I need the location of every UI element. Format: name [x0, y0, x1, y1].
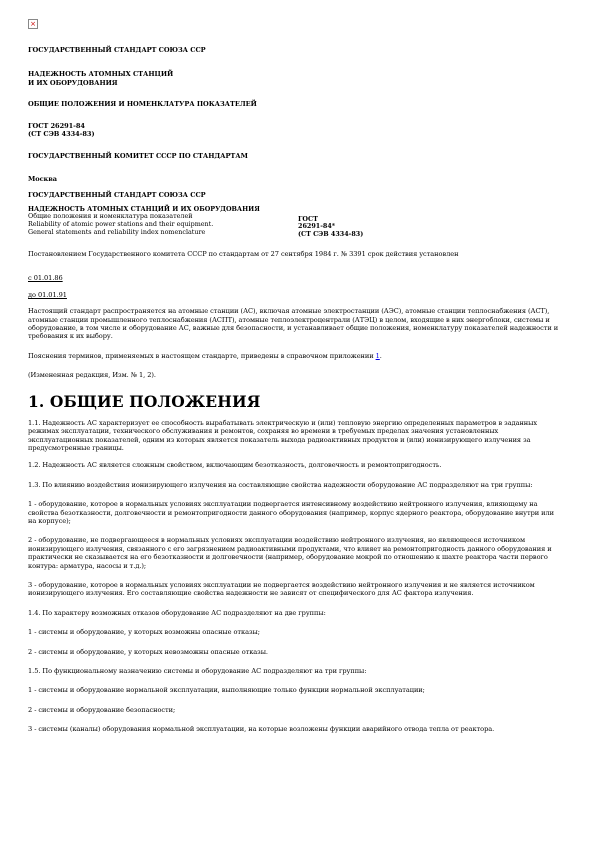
title-block-left	[28, 206, 298, 239]
paragraph-1-5: 1.5. По функциональному назначению системы и оборудование АС подразделяют на три группы:	[28, 667, 367, 676]
paragraph-1-1: 1.1. Надежность АС характеризует ее способность вырабатывать электрическую и (или) тепловую энергию определенных параметров в заданных режимах эксплуатации, технического обслуживания и ремонтов, сохраняя во времени в требуемых пределах значения установленных эксплуатационных показателей, одним из которых является показатель выхода радиоактивных продуктов и (или) ионизирующего излучения за предусмотренные границы.	[28, 418, 538, 452]
header-st-sev: (СТ СЭВ 4334-83)	[28, 130, 95, 139]
header-reliability-title	[28, 70, 560, 87]
header-general-provisions: ОБЩИЕ ПОЛОЖЕНИЯ И НОМЕНКЛАТУРА ПОКАЗАТЕЛЕЙ	[28, 100, 257, 109]
paragraph-1-5-group-1: 1 - системы и оборудование нормальной эксплуатации, выполняющие только функции нормальной эксплуатации;	[28, 686, 425, 695]
paragraph-1-5-group-3: 3 - системы (каналы) оборудования нормальной эксплуатации, на которые возложены функции аварийного отвода тепла от реактора.	[28, 725, 495, 734]
appendix-1-link[interactable]: 1	[375, 351, 380, 360]
title-block-gost-number: 26291-84*	[298, 222, 336, 231]
paragraph-1-4-group-2: 2 - системы и оборудование, у которых невозможны опасные отказы.	[28, 647, 268, 656]
paragraph-1-5-group-2: 2 - системы и оборудование безопасности;	[28, 705, 176, 714]
title-block-english-title: Reliability of atomic power stations and their equipment.	[28, 220, 214, 229]
header-gost-designation	[28, 122, 560, 139]
paragraph-1-3: 1.3. По влиянию воздействия ионизирующего излучения на составляющие свойства надежности оборудование АС подразделяют на три группы:	[28, 480, 533, 489]
terms-paragraph	[28, 352, 560, 360]
title-block-gost: ГОСТ	[298, 214, 318, 223]
paragraph-1-3-group-2: 2 - оборудование, не подвергающееся в нормальных условиях эксплуатации воздействию нейтронного излучения, но являющееся источником ионизирующего излучения, связанного с его загрязнением радиоактивными продуктами, что влияет на ремонтопригодность данного оборудования и практически не сказывается на его безотказности и долговечности (например, оборудование мокрой по отношению к шахте реактора части первого контура: арматура, насосы и т.д.);	[28, 536, 552, 570]
header-reliability-line2: И ИХ ОБОРУДОВАНИЯ	[28, 78, 118, 87]
date-from: с 01.01.86	[28, 274, 63, 283]
title-block-english-subtitle: General statements and reliability index nomenclature	[28, 228, 206, 237]
decree-text: Постановлением Государственного комитета СССР по стандартам от 27 сентября 1984 г. № 3391 срок действия установлен	[28, 250, 459, 259]
terms-end: .	[379, 351, 382, 360]
broken-image-icon: ×	[28, 19, 38, 29]
paragraph-1-3-group-1: 1 - оборудование, которое в нормальных условиях эксплуатации подвергается интенсивному воздействию нейтронного излучения, влияющему на свойства безотказности, долговечности и ремонтопригодности данного оборудования (например, корпус ядерного реактора, оборудование внутри или на корпусе);	[28, 500, 554, 525]
header-gost-number: ГОСТ 26291-84	[28, 121, 85, 130]
header-city: Москва	[28, 174, 58, 183]
header-reliability-line1: НАДЕЖНОСТЬ АТОМНЫХ СТАНЦИЙ	[28, 70, 174, 79]
section-1-heading: 1. ОБЩИЕ ПОЛОЖЕНИЯ	[28, 391, 261, 411]
intro-paragraph: Настоящий стандарт распространяется на атомные станции (АС), включая атомные электростанции (АЭС), атомные станции теплоснабжения (АСТ), атомные станции промышленного теплоснабжения (АСПТ), атомные теплоэлектроцентрали (АТЭЦ) в целом, входящие в них энергоблоки, системы и оборудование, в том числе и оборудование АС, важные для безопасности, и устанавливает общие положения, номенклатуру показателей надежности и требования к их выбору.	[28, 307, 559, 341]
title-block-russian-subtitle: Общие положения и номенклатура показателей	[28, 212, 193, 221]
title-block-st-sev: (СТ СЭВ 4334-83)	[298, 230, 364, 239]
paragraph-1-4: 1.4. По характеру возможных отказов оборудование АС подразделяют на две группы:	[28, 608, 326, 617]
title-block	[28, 206, 560, 239]
revision-note: (Измененная редакция, Изм. № 1, 2).	[28, 371, 156, 380]
title-block-right	[298, 206, 363, 239]
date-to: до 01.01.91	[28, 290, 67, 299]
paragraph-1-3-group-3: 3 - оборудование, которое в нормальных условиях эксплуатации не подвергается воздействию нейтронного излучения и не является источником ионизирующего излучения. Его составляющие свойства надежности не зависят от специфического для АС фактора излучения.	[28, 580, 535, 598]
header-committee: ГОСУДАРСТВЕННЫЙ КОМИТЕТ СССР ПО СТАНДАРТАМ	[28, 152, 248, 161]
header-std-ussr-2: ГОСУДАРСТВЕННЫЙ СТАНДАРТ СОЮЗА ССР	[28, 191, 206, 200]
paragraph-1-2: 1.2. Надежность АС является сложным свойством, включающим безотказность, долговечность и ремонтопригодность.	[28, 461, 442, 470]
paragraph-1-4-group-1: 1 - системы и оборудование, у которых возможны опасные отказы;	[28, 628, 260, 637]
header-std-ussr: ГОСУДАРСТВЕННЫЙ СТАНДАРТ СОЮЗА ССР	[28, 46, 206, 54]
document-body	[28, 46, 560, 743]
title-block-russian-title: НАДЕЖНОСТЬ АТОМНЫХ СТАНЦИЙ И ИХ ОБОРУДОВАНИЯ	[28, 204, 260, 213]
terms-text: Пояснения терминов, применяемых в настоящем стандарте, приведены в справочном приложении	[28, 351, 374, 360]
